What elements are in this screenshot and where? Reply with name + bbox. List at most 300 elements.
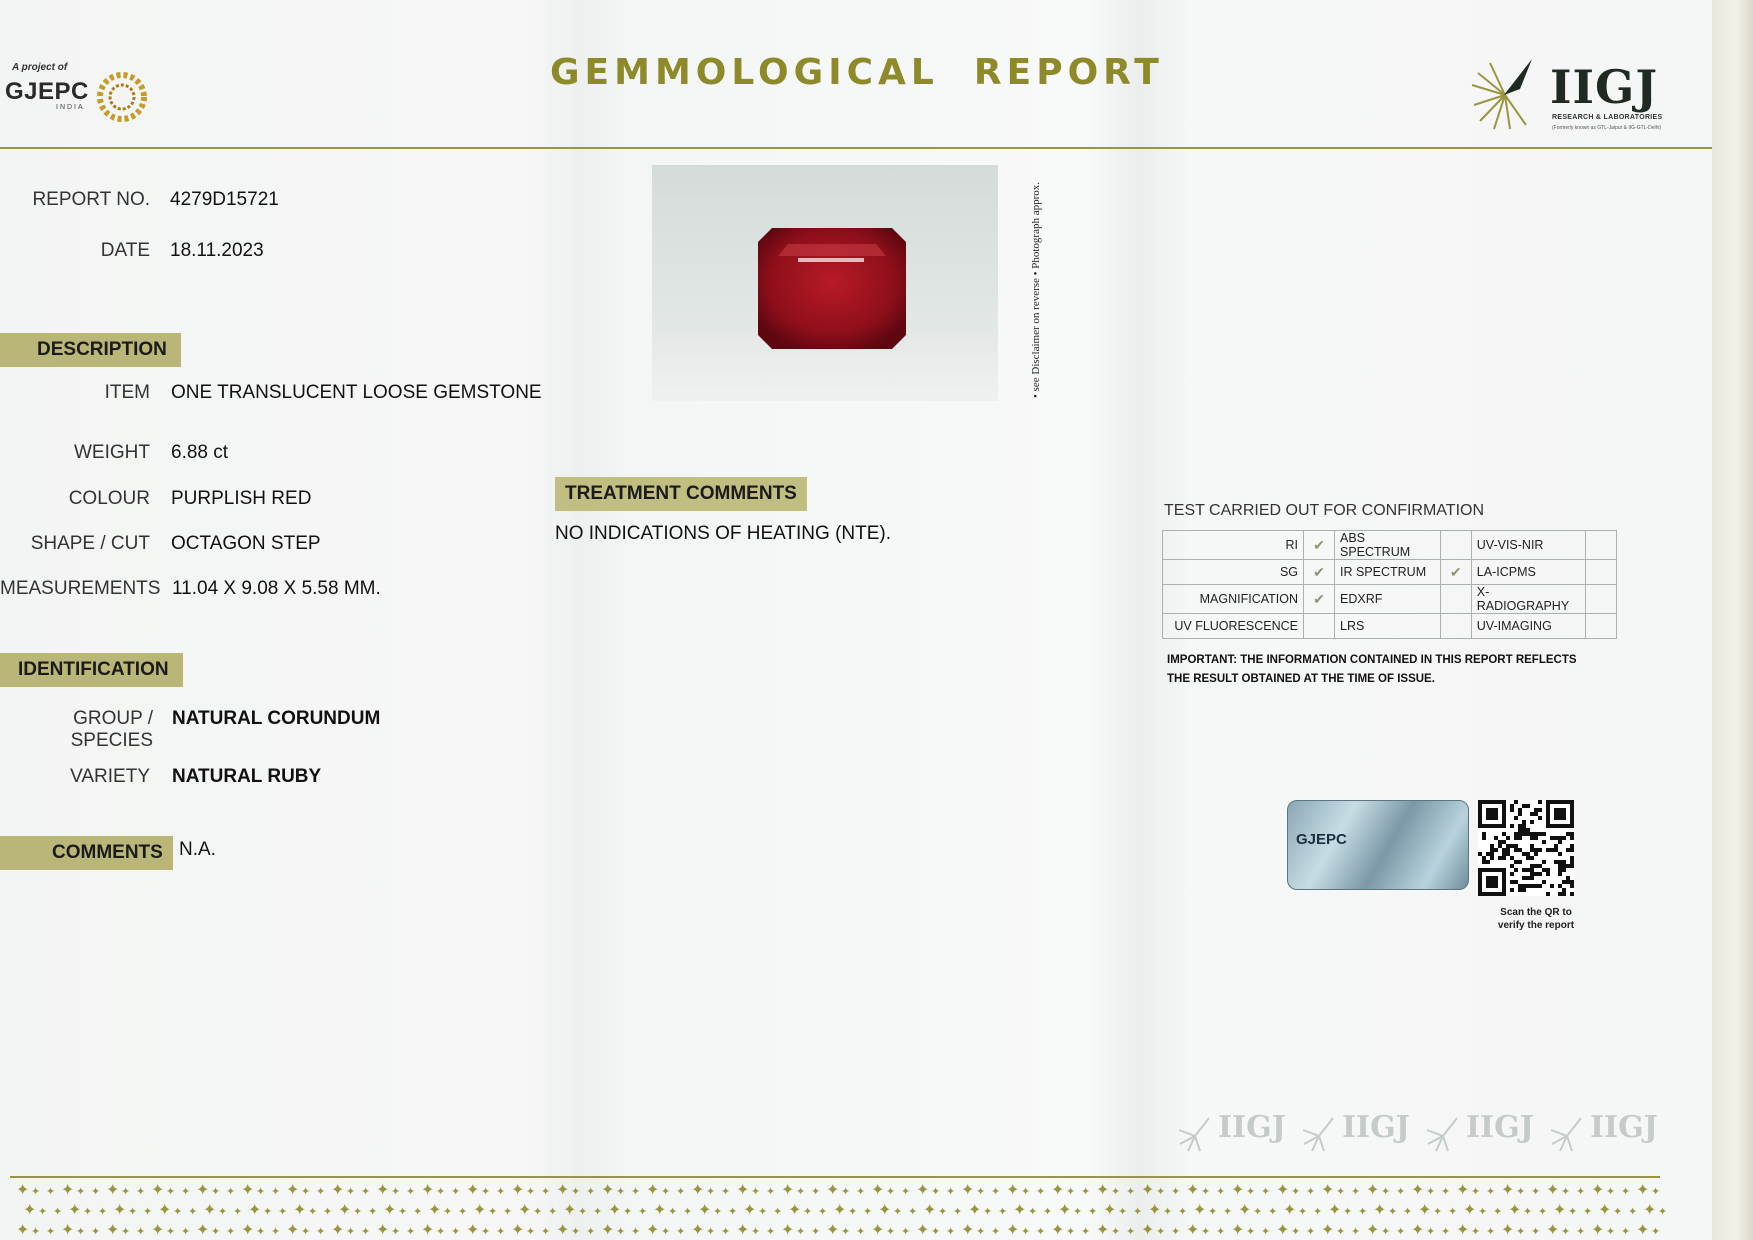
svg-text:✦: ✦: [1156, 1185, 1166, 1198]
svg-text:✦: ✦: [1531, 1225, 1541, 1238]
svg-text:✦: ✦: [1006, 1220, 1020, 1239]
svg-text:✦: ✦: [788, 1200, 802, 1219]
svg-text:✦: ✦: [1276, 1220, 1290, 1239]
svg-text:✦: ✦: [23, 1200, 37, 1219]
svg-text:✦: ✦: [886, 1185, 896, 1198]
svg-text:✦: ✦: [271, 1225, 281, 1238]
svg-text:✦: ✦: [1043, 1205, 1053, 1218]
svg-text:✦: ✦: [803, 1205, 813, 1218]
check-icon: [1440, 531, 1471, 560]
svg-text:✦: ✦: [398, 1205, 408, 1218]
svg-text:✦: ✦: [421, 1180, 435, 1199]
check-icon: ✔: [1304, 560, 1335, 585]
svg-text:✦: ✦: [698, 1200, 712, 1219]
svg-text:✦: ✦: [1561, 1225, 1571, 1238]
svg-text:✦: ✦: [443, 1205, 453, 1218]
svg-text:✦: ✦: [811, 1225, 821, 1238]
svg-text:✦: ✦: [1051, 1220, 1065, 1239]
svg-text:✦: ✦: [1231, 1180, 1245, 1199]
svg-text:✦: ✦: [1306, 1185, 1316, 1198]
svg-text:✦: ✦: [571, 1225, 581, 1238]
svg-text:✦: ✦: [1523, 1205, 1533, 1218]
svg-text:✦: ✦: [1178, 1205, 1188, 1218]
svg-text:✦: ✦: [1073, 1205, 1083, 1218]
colour-value: PURPLISH RED: [171, 488, 312, 509]
svg-text:✦: ✦: [473, 1200, 487, 1219]
svg-text:✦: ✦: [983, 1205, 993, 1218]
svg-text:✦: ✦: [1163, 1205, 1173, 1218]
qr-code[interactable]: [1478, 800, 1574, 896]
measurements-value: 11.04 X 9.08 X 5.58 MM.: [172, 578, 381, 599]
gjepc-wheel-icon: [98, 73, 146, 121]
test-name: IR SPECTRUM: [1335, 560, 1441, 585]
svg-text:✦: ✦: [1381, 1185, 1391, 1198]
gjepc-logo-sub: INDIA: [56, 104, 85, 111]
check-icon: [1440, 585, 1471, 614]
svg-text:✦: ✦: [901, 1225, 911, 1238]
svg-text:✦: ✦: [466, 1220, 480, 1239]
svg-text:✦: ✦: [1111, 1185, 1121, 1198]
svg-text:✦: ✦: [1141, 1220, 1155, 1239]
svg-text:✦: ✦: [256, 1225, 266, 1238]
svg-text:✦: ✦: [1351, 1185, 1361, 1198]
colour-label: COLOUR: [68, 488, 150, 509]
svg-text:✦: ✦: [293, 1200, 307, 1219]
svg-text:✦: ✦: [1448, 1205, 1458, 1218]
test-name: X-RADIOGRAPHY: [1471, 585, 1585, 614]
svg-text:✦: ✦: [436, 1225, 446, 1238]
svg-text:✦: ✦: [121, 1185, 131, 1198]
svg-text:✦: ✦: [286, 1180, 300, 1199]
svg-text:✦: ✦: [481, 1225, 491, 1238]
svg-text:✦: ✦: [181, 1185, 191, 1198]
test-row: [1163, 585, 1617, 614]
important-text: THE INFORMATION CONTAINED IN THIS REPORT REFLECTS THE RESULT OBTAINED AT THE TIME OF ISSUE.: [1167, 654, 1577, 685]
svg-text:✦: ✦: [38, 1205, 48, 1218]
svg-text:✦: ✦: [1036, 1225, 1046, 1238]
iigj-logo-text: IIGJ: [1550, 60, 1659, 114]
svg-text:✦: ✦: [143, 1205, 153, 1218]
svg-text:✦: ✦: [578, 1205, 588, 1218]
svg-text:✦: ✦: [1081, 1225, 1091, 1238]
svg-text:✦: ✦: [691, 1220, 705, 1239]
svg-text:✦: ✦: [346, 1225, 356, 1238]
description-heading: DESCRIPTION: [0, 333, 181, 367]
svg-text:✦: ✦: [1471, 1185, 1481, 1198]
svg-text:✦: ✦: [376, 1220, 390, 1239]
svg-text:✦: ✦: [46, 1185, 56, 1198]
svg-text:✦: ✦: [661, 1225, 671, 1238]
svg-text:✦: ✦: [856, 1185, 866, 1198]
svg-text:✦: ✦: [1268, 1205, 1278, 1218]
svg-text:✦: ✦: [1651, 1185, 1661, 1198]
svg-text:✦: ✦: [173, 1205, 183, 1218]
watermark-burst-icon: [1426, 1116, 1460, 1152]
svg-text:✦: ✦: [976, 1185, 986, 1198]
svg-text:✦: ✦: [991, 1225, 1001, 1238]
qr-caption: [1490, 906, 1582, 932]
svg-text:✦: ✦: [601, 1180, 615, 1199]
svg-text:✦: ✦: [1636, 1220, 1650, 1239]
svg-text:✦: ✦: [511, 1180, 525, 1199]
svg-text:✦: ✦: [481, 1185, 491, 1198]
svg-text:✦: ✦: [1253, 1205, 1263, 1218]
svg-text:✦: ✦: [1111, 1225, 1121, 1238]
check-icon: ✔: [1304, 585, 1335, 614]
svg-text:✦: ✦: [1261, 1225, 1271, 1238]
test-name: LA-ICPMS: [1471, 560, 1585, 585]
svg-text:✦: ✦: [1388, 1205, 1398, 1218]
svg-text:✦: ✦: [976, 1225, 986, 1238]
svg-text:✦: ✦: [278, 1205, 288, 1218]
svg-text:✦: ✦: [1141, 1180, 1155, 1199]
svg-text:✦: ✦: [1576, 1225, 1586, 1238]
svg-text:✦: ✦: [878, 1200, 892, 1219]
svg-text:✦: ✦: [331, 1220, 345, 1239]
svg-text:✦: ✦: [1103, 1200, 1117, 1219]
security-hologram: [1287, 800, 1469, 890]
svg-text:✦: ✦: [1441, 1225, 1451, 1238]
svg-text:✦: ✦: [1193, 1200, 1207, 1219]
svg-text:✦: ✦: [1411, 1180, 1425, 1199]
svg-text:✦: ✦: [1021, 1225, 1031, 1238]
svg-text:✦: ✦: [818, 1205, 828, 1218]
svg-text:✦: ✦: [1366, 1180, 1380, 1199]
svg-text:✦: ✦: [1456, 1180, 1470, 1199]
svg-text:✦: ✦: [1208, 1205, 1218, 1218]
svg-text:✦: ✦: [1381, 1225, 1391, 1238]
svg-text:✦: ✦: [241, 1220, 255, 1239]
svg-text:✦: ✦: [773, 1205, 783, 1218]
svg-text:✦: ✦: [106, 1220, 120, 1239]
svg-text:✦: ✦: [556, 1180, 570, 1199]
svg-text:✦: ✦: [391, 1225, 401, 1238]
svg-text:✦: ✦: [61, 1180, 75, 1199]
svg-text:✦: ✦: [413, 1205, 423, 1218]
weight-label: WEIGHT: [74, 442, 150, 463]
svg-text:✦: ✦: [406, 1225, 416, 1238]
svg-text:✦: ✦: [1013, 1200, 1027, 1219]
treatment-value: NO INDICATIONS OF HEATING (NTE).: [555, 523, 892, 544]
item-value: ONE TRANSLUCENT LOOSE GEMSTONE: [171, 382, 542, 403]
svg-text:✦: ✦: [211, 1225, 221, 1238]
svg-text:✦: ✦: [991, 1185, 1001, 1198]
svg-text:✦: ✦: [391, 1185, 401, 1198]
svg-text:✦: ✦: [136, 1225, 146, 1238]
test-name: EDXRF: [1335, 585, 1441, 614]
svg-text:✦: ✦: [1396, 1185, 1406, 1198]
svg-text:✦: ✦: [226, 1185, 236, 1198]
svg-text:✦: ✦: [938, 1205, 948, 1218]
svg-text:✦: ✦: [1426, 1185, 1436, 1198]
svg-text:✦: ✦: [646, 1180, 660, 1199]
check-icon: [1304, 614, 1335, 639]
svg-text:✦: ✦: [1643, 1200, 1657, 1219]
svg-text:✦: ✦: [811, 1185, 821, 1198]
check-icon: ✔: [1440, 560, 1471, 585]
svg-text:✦: ✦: [623, 1205, 633, 1218]
svg-text:✦: ✦: [826, 1220, 840, 1239]
svg-text:✦: ✦: [1328, 1200, 1342, 1219]
svg-text:✦: ✦: [1096, 1180, 1110, 1199]
svg-text:✦: ✦: [1336, 1185, 1346, 1198]
svg-text:✦: ✦: [736, 1180, 750, 1199]
svg-text:✦: ✦: [841, 1185, 851, 1198]
svg-text:✦: ✦: [1501, 1180, 1515, 1199]
svg-text:✦: ✦: [751, 1185, 761, 1198]
svg-text:✦: ✦: [1066, 1225, 1076, 1238]
svg-text:✦: ✦: [1133, 1205, 1143, 1218]
test-name: SG: [1163, 560, 1304, 585]
svg-text:✦: ✦: [863, 1205, 873, 1218]
svg-text:✦: ✦: [31, 1185, 41, 1198]
test-row: [1163, 531, 1617, 560]
hologram-text: GJEPC: [1296, 831, 1347, 848]
check-icon: ✔: [1304, 531, 1335, 560]
svg-text:✦: ✦: [301, 1185, 311, 1198]
svg-text:✦: ✦: [1276, 1180, 1290, 1199]
svg-text:✦: ✦: [1118, 1205, 1128, 1218]
svg-text:✦: ✦: [361, 1225, 371, 1238]
svg-text:✦: ✦: [68, 1200, 82, 1219]
test-name: ABS SPECTRUM: [1335, 531, 1441, 560]
svg-text:✦: ✦: [458, 1205, 468, 1218]
svg-text:✦: ✦: [518, 1200, 532, 1219]
check-icon: [1586, 560, 1617, 585]
svg-text:✦: ✦: [1238, 1200, 1252, 1219]
svg-text:✦: ✦: [1051, 1180, 1065, 1199]
svg-text:✦: ✦: [998, 1205, 1008, 1218]
svg-text:✦: ✦: [1628, 1205, 1638, 1218]
svg-text:✦: ✦: [361, 1185, 371, 1198]
svg-text:✦: ✦: [781, 1180, 795, 1199]
svg-text:✦: ✦: [556, 1220, 570, 1239]
header-rule: [0, 147, 1712, 149]
report-title: GEMMOLOGICAL REPORT: [550, 52, 1164, 93]
svg-text:✦: ✦: [188, 1205, 198, 1218]
report-no-value: 4279D15721: [170, 189, 279, 210]
svg-text:✦: ✦: [151, 1220, 165, 1239]
svg-text:✦: ✦: [16, 1220, 30, 1239]
watermark-burst-icon: [1550, 1116, 1584, 1152]
watermark-logo-4: IIGJ: [1590, 1110, 1658, 1145]
svg-text:✦: ✦: [946, 1185, 956, 1198]
iigj-burst-icon: [1470, 55, 1540, 130]
svg-text:✦: ✦: [1456, 1220, 1470, 1239]
svg-text:✦: ✦: [421, 1220, 435, 1239]
svg-text:✦: ✦: [541, 1225, 551, 1238]
svg-text:✦: ✦: [121, 1225, 131, 1238]
svg-text:✦: ✦: [1336, 1225, 1346, 1238]
svg-text:✦: ✦: [848, 1205, 858, 1218]
svg-text:✦: ✦: [1028, 1205, 1038, 1218]
svg-text:✦: ✦: [871, 1220, 885, 1239]
svg-text:✦: ✦: [196, 1220, 210, 1239]
important-note: [1167, 651, 1587, 689]
svg-text:✦: ✦: [721, 1185, 731, 1198]
svg-text:✦: ✦: [53, 1205, 63, 1218]
item-label: ITEM: [104, 382, 150, 403]
svg-text:✦: ✦: [736, 1220, 750, 1239]
svg-text:✦: ✦: [1576, 1185, 1586, 1198]
svg-text:✦: ✦: [1373, 1200, 1387, 1219]
svg-text:✦: ✦: [931, 1185, 941, 1198]
svg-text:✦: ✦: [923, 1200, 937, 1219]
svg-text:✦: ✦: [1216, 1185, 1226, 1198]
svg-text:✦: ✦: [1351, 1225, 1361, 1238]
svg-text:✦: ✦: [1343, 1205, 1353, 1218]
svg-text:✦: ✦: [1126, 1185, 1136, 1198]
svg-text:✦: ✦: [76, 1185, 86, 1198]
svg-text:✦: ✦: [1058, 1200, 1072, 1219]
test-name: UV FLUORESCENCE: [1163, 614, 1304, 639]
svg-text:✦: ✦: [961, 1220, 975, 1239]
svg-text:✦: ✦: [218, 1205, 228, 1218]
svg-text:✦: ✦: [1291, 1185, 1301, 1198]
svg-text:✦: ✦: [1411, 1220, 1425, 1239]
svg-text:✦: ✦: [488, 1205, 498, 1218]
svg-text:✦: ✦: [301, 1225, 311, 1238]
svg-text:✦: ✦: [1148, 1200, 1162, 1219]
svg-text:✦: ✦: [916, 1220, 930, 1239]
svg-text:✦: ✦: [1298, 1205, 1308, 1218]
gjepc-prefix: A project of: [12, 62, 68, 73]
svg-text:✦: ✦: [593, 1205, 603, 1218]
svg-text:✦: ✦: [496, 1225, 506, 1238]
svg-text:✦: ✦: [1283, 1200, 1297, 1219]
svg-text:✦: ✦: [353, 1205, 363, 1218]
svg-text:✦: ✦: [1313, 1205, 1323, 1218]
svg-text:✦: ✦: [533, 1205, 543, 1218]
svg-text:✦: ✦: [271, 1185, 281, 1198]
page-edge: [1712, 0, 1753, 1240]
svg-text:✦: ✦: [338, 1200, 352, 1219]
svg-text:✦: ✦: [466, 1180, 480, 1199]
svg-text:✦: ✦: [616, 1185, 626, 1198]
svg-text:✦: ✦: [1433, 1205, 1443, 1218]
svg-text:✦: ✦: [586, 1185, 596, 1198]
svg-text:✦: ✦: [1126, 1225, 1136, 1238]
important-label: IMPORTANT:: [1167, 654, 1238, 666]
svg-text:✦: ✦: [796, 1225, 806, 1238]
tests-table: [1162, 530, 1617, 639]
svg-text:✦: ✦: [953, 1205, 963, 1218]
svg-text:✦: ✦: [451, 1185, 461, 1198]
svg-text:✦: ✦: [571, 1185, 581, 1198]
svg-text:✦: ✦: [781, 1220, 795, 1239]
qr-caption-line-1: Scan the QR to: [1500, 907, 1572, 918]
svg-text:✦: ✦: [1418, 1200, 1432, 1219]
svg-text:✦: ✦: [1096, 1220, 1110, 1239]
svg-text:✦: ✦: [841, 1225, 851, 1238]
svg-text:✦: ✦: [136, 1185, 146, 1198]
svg-text:✦: ✦: [503, 1205, 513, 1218]
test-name: UV-IMAGING: [1471, 614, 1585, 639]
svg-text:✦: ✦: [1568, 1205, 1578, 1218]
svg-text:✦: ✦: [683, 1205, 693, 1218]
svg-text:✦: ✦: [1546, 1180, 1560, 1199]
svg-text:✦: ✦: [646, 1220, 660, 1239]
svg-text:✦: ✦: [16, 1180, 30, 1199]
svg-text:✦: ✦: [1516, 1225, 1526, 1238]
svg-text:✦: ✦: [211, 1185, 221, 1198]
svg-text:✦: ✦: [46, 1225, 56, 1238]
svg-text:✦: ✦: [1441, 1185, 1451, 1198]
svg-text:✦: ✦: [383, 1200, 397, 1219]
svg-text:✦: ✦: [346, 1185, 356, 1198]
svg-text:✦: ✦: [61, 1220, 75, 1239]
svg-text:✦: ✦: [248, 1200, 262, 1219]
svg-text:✦: ✦: [1223, 1205, 1233, 1218]
svg-text:✦: ✦: [728, 1205, 738, 1218]
svg-text:✦: ✦: [1306, 1225, 1316, 1238]
svg-text:✦: ✦: [256, 1185, 266, 1198]
svg-text:✦: ✦: [91, 1225, 101, 1238]
svg-text:✦: ✦: [196, 1180, 210, 1199]
test-row: [1163, 614, 1617, 639]
svg-text:✦: ✦: [616, 1225, 626, 1238]
svg-text:✦: ✦: [1006, 1180, 1020, 1199]
svg-text:✦: ✦: [98, 1205, 108, 1218]
svg-text:✦: ✦: [1516, 1185, 1526, 1198]
svg-text:✦: ✦: [113, 1200, 127, 1219]
svg-text:✦: ✦: [796, 1185, 806, 1198]
svg-text:✦: ✦: [886, 1225, 896, 1238]
svg-text:✦: ✦: [1583, 1205, 1593, 1218]
svg-text:✦: ✦: [451, 1225, 461, 1238]
svg-text:✦: ✦: [1291, 1225, 1301, 1238]
svg-text:✦: ✦: [961, 1180, 975, 1199]
date-value: 18.11.2023: [170, 240, 264, 261]
svg-text:✦: ✦: [308, 1205, 318, 1218]
svg-text:✦: ✦: [1261, 1185, 1271, 1198]
svg-text:✦: ✦: [151, 1180, 165, 1199]
group-label: GROUP / SPECIES: [70, 708, 153, 751]
decorative-star-border: [10, 1175, 1668, 1240]
measurements-label: MEASUREMENTS: [0, 578, 161, 599]
watermark-logo-1: IIGJ: [1218, 1110, 1286, 1145]
svg-text:✦: ✦: [713, 1205, 723, 1218]
svg-text:✦: ✦: [76, 1225, 86, 1238]
svg-text:✦: ✦: [511, 1220, 525, 1239]
svg-text:✦: ✦: [1216, 1225, 1226, 1238]
svg-text:✦: ✦: [833, 1200, 847, 1219]
svg-text:✦: ✦: [766, 1225, 776, 1238]
svg-text:✦: ✦: [526, 1225, 536, 1238]
check-icon: [1586, 585, 1617, 614]
svg-text:✦: ✦: [1561, 1185, 1571, 1198]
svg-text:✦: ✦: [331, 1180, 345, 1199]
svg-text:✦: ✦: [668, 1205, 678, 1218]
svg-text:✦: ✦: [706, 1185, 716, 1198]
svg-text:✦: ✦: [563, 1200, 577, 1219]
svg-text:✦: ✦: [1231, 1220, 1245, 1239]
ruby-gemstone-image: [758, 228, 906, 349]
svg-text:✦: ✦: [1471, 1225, 1481, 1238]
test-name: MAGNIFICATION: [1163, 585, 1304, 614]
svg-text:✦: ✦: [706, 1225, 716, 1238]
svg-text:✦: ✦: [1613, 1205, 1623, 1218]
svg-text:✦: ✦: [1621, 1185, 1631, 1198]
svg-text:✦: ✦: [676, 1185, 686, 1198]
svg-text:✦: ✦: [31, 1225, 41, 1238]
svg-text:✦: ✦: [1546, 1220, 1560, 1239]
svg-text:✦: ✦: [751, 1225, 761, 1238]
svg-text:✦: ✦: [1591, 1180, 1605, 1199]
svg-text:✦: ✦: [908, 1205, 918, 1218]
svg-text:✦: ✦: [83, 1205, 93, 1218]
svg-text:✦: ✦: [1463, 1200, 1477, 1219]
